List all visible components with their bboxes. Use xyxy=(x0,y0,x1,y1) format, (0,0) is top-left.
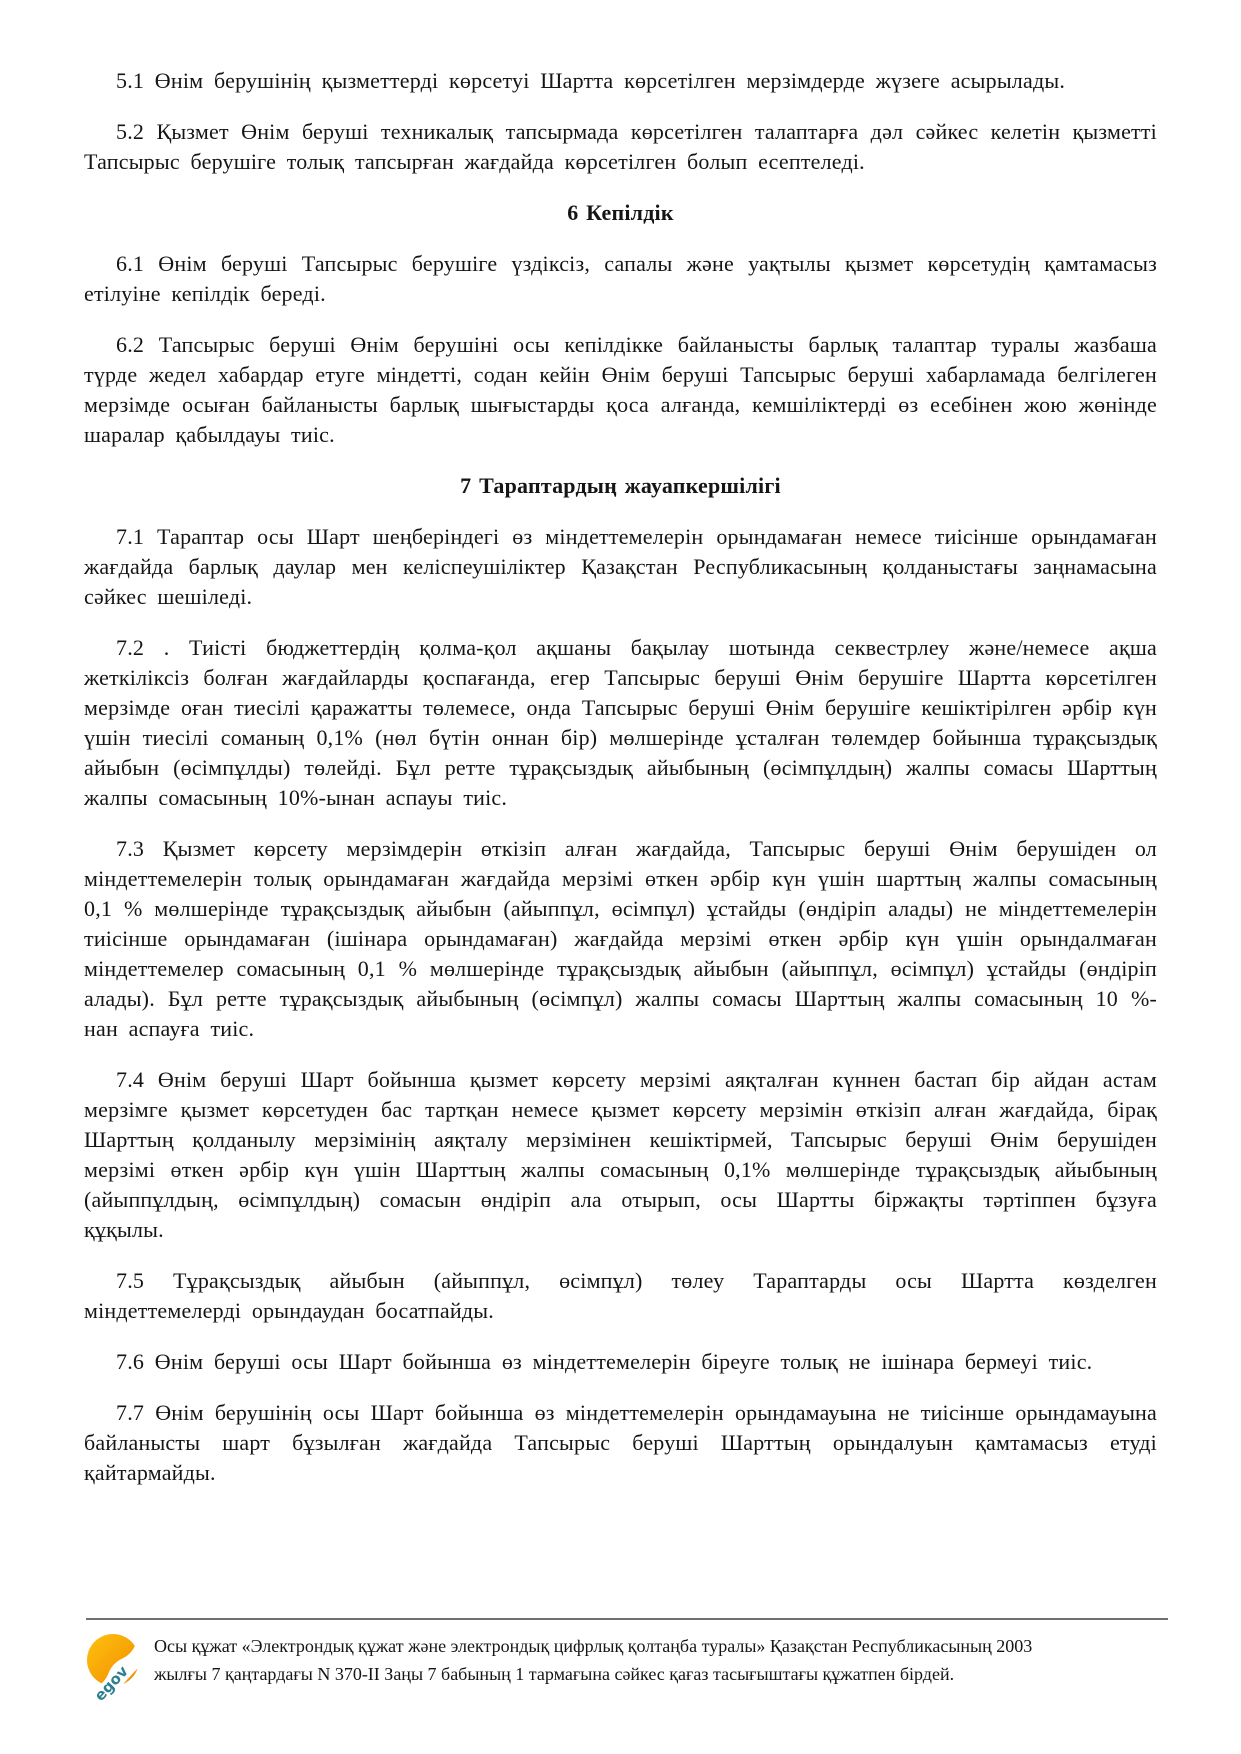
paragraph-7-6: 7.6 Өнім беруші осы Шарт бойынша өз міндеттемелерін біреуге толық не ішінара бермеуі тиіс. xyxy=(116,1349,1093,1374)
paragraph-7-1: 7.1 Тараптар осы Шарт шеңберіндегі өз міндеттемелерін орындамаған немесе тиісінше орындамаған жағдайда барлық даулар мен келіспеушіліктер Қазақстан Республикасының қолданыстағы заңнамасына сәйкес шешіледі. xyxy=(84,524,1157,609)
paragraph-7-7: 7.7 Өнім берушінің осы Шарт бойынша өз міндеттемелерін орындамауына не тиісінше орындамауына байланысты шарт бұзылған жағдайда Тапсырыс беруші Шарттың орындалуын қамтамасыз етуді қайтармайды. xyxy=(84,1400,1157,1485)
footer-divider xyxy=(86,1618,1168,1620)
paragraph-7-5: 7.5 Тұрақсыздық айыбын (айыппұл, өсімпұл) төлеу Тараптарды осы Шартта көзделген міндеттемелерді орындаудан босатпайды. xyxy=(84,1268,1157,1323)
paragraph-7-2: 7.2 . Тиісті бюджеттердің қолма-қол ақшаны бақылау шотында секвестрлеу және/немесе ақша жеткіліксіз болған жағдайларды қоспағанда, егер Тапсырыс беруші Өнім берушіге Шартта көрсетілген мерзімде оған тиесілі қаражатты төлемесе, онда Тапсырыс беруші Өнім берушіге кешіктірілген әрбір күн үшін тиесілі соманың 0,1% (нөл бүтін оннан бір) мөлшерінде ұсталған төлемдер бойынша тұрақсыздық айыбын (өсімпұлды) төлейді. Бұл ретте тұрақсыздық айыбының (өсімпұлдың) жалпы сомасы Шарттың жалпы сомасының 10%-ынан аспауы тиіс. xyxy=(84,635,1157,810)
paragraph-5-1: 5.1 Өнім берушінің қызметтерді көрсетуі Шартта көрсетілген мерзімдерде жүзеге асырылады. xyxy=(116,68,1066,93)
egov-logo-text: egov xyxy=(90,1662,132,1700)
paragraph-7-4: 7.4 Өнім беруші Шарт бойынша қызмет көрсету мерзімі аяқталған күннен бастап бір айдан астам мерзімге қызмет көрсетуден бас тартқан немесе қызмет көрсету мерзімін өткізіп алған жағдайда, бірақ Шарттың қолданылу мерзімінің аяқталу мерзімінен кешіктірмей, Тапсырыс беруші Өнім берушіден мерзімі өткен әрбір күн үшін Шарттың жалпы сомасының 0,1% мөлшерінде тұрақсыздық айыбының (айыппұлдың, өсімпұлдың) сомасын өндіріп ала отырып, осы Шартты біржақты тәртіппен бұзуға құқылы. xyxy=(84,1067,1157,1242)
paragraph-5-2: 5.2 Қызмет Өнім беруші техникалық тапсырмада көрсетілген талаптарға дәл сәйкес келетін қызметті Тапсырыс берушіге толық тапсырған жағдайда көрсетілген болып есептеледі. xyxy=(84,119,1157,174)
footer-row xyxy=(86,1630,1168,1700)
paragraph-6-2: 6.2 Тапсырыс беруші Өнім берушіні осы кепілдікке байланысты барлық талаптар туралы жазбаша түрде жедел хабардар етуге міндетті, содан кейін Өнім беруші Тапсырыс беруші хабарламада белгілеген мерзімде осыған байланысты барлық шығыстарды қоса алғанда, кемшіліктерді өз есебінен жою жөнінде шаралар қабылдауы тиіс. xyxy=(84,332,1157,447)
footer-legal-text: Осы құжат «Электрондық құжат және электрондық цифрлық қолтаңба туралы» Қазақстан Республикасының 2003 жылғы 7 қаңтардағы N 370-II Заңы 7 бабының 1 тармағына сәйкес қағаз тасығыштағы құжатпен бірдей. xyxy=(154,1636,1033,1684)
section-heading-7: 7 Тараптардың жауапкершілігі xyxy=(460,473,781,498)
section-heading-6: 6 Кепілдік xyxy=(567,200,674,225)
paragraph-7-3: 7.3 Қызмет көрсету мерзімдерін өткізіп алған жағдайда, Тапсырыс беруші Өнім берушіден ол міндеттемелерін толық орындамаған жағдайда мерзімі өткен әрбір күн үшін шарттың жалпы сомасының 0,1 % мөлшерінде тұрақсыздық айыбын (айыппұл, өсімпұл) ұстайды (өндіріп алады) не міндеттемелерін тиісінше орындамаған (ішінара орындамаған) жағдайда мерзімі өткен әрбір күн үшін орындалмаған міндеттемелер сомасының 0,1 % мөлшерінде тұрақсыздық айыбын (айыппұл, өсімпұл) ұстайды (өндіріп алады). Бұл ретте тұрақсыздық айыбының (өсімпұл) жалпы сомасы Шарттың жалпы сомасының 10 %-нан аспауға тиіс. xyxy=(84,836,1157,1041)
egov-logo-icon xyxy=(86,1630,144,1700)
footer xyxy=(86,1618,1168,1700)
paragraph-6-1: 6.1 Өнім беруші Тапсырыс берушіге үздіксіз, сапалы және уақтылы қызмет көрсетудің қамтамасыз етілуіне кепілдік береді. xyxy=(84,251,1157,306)
